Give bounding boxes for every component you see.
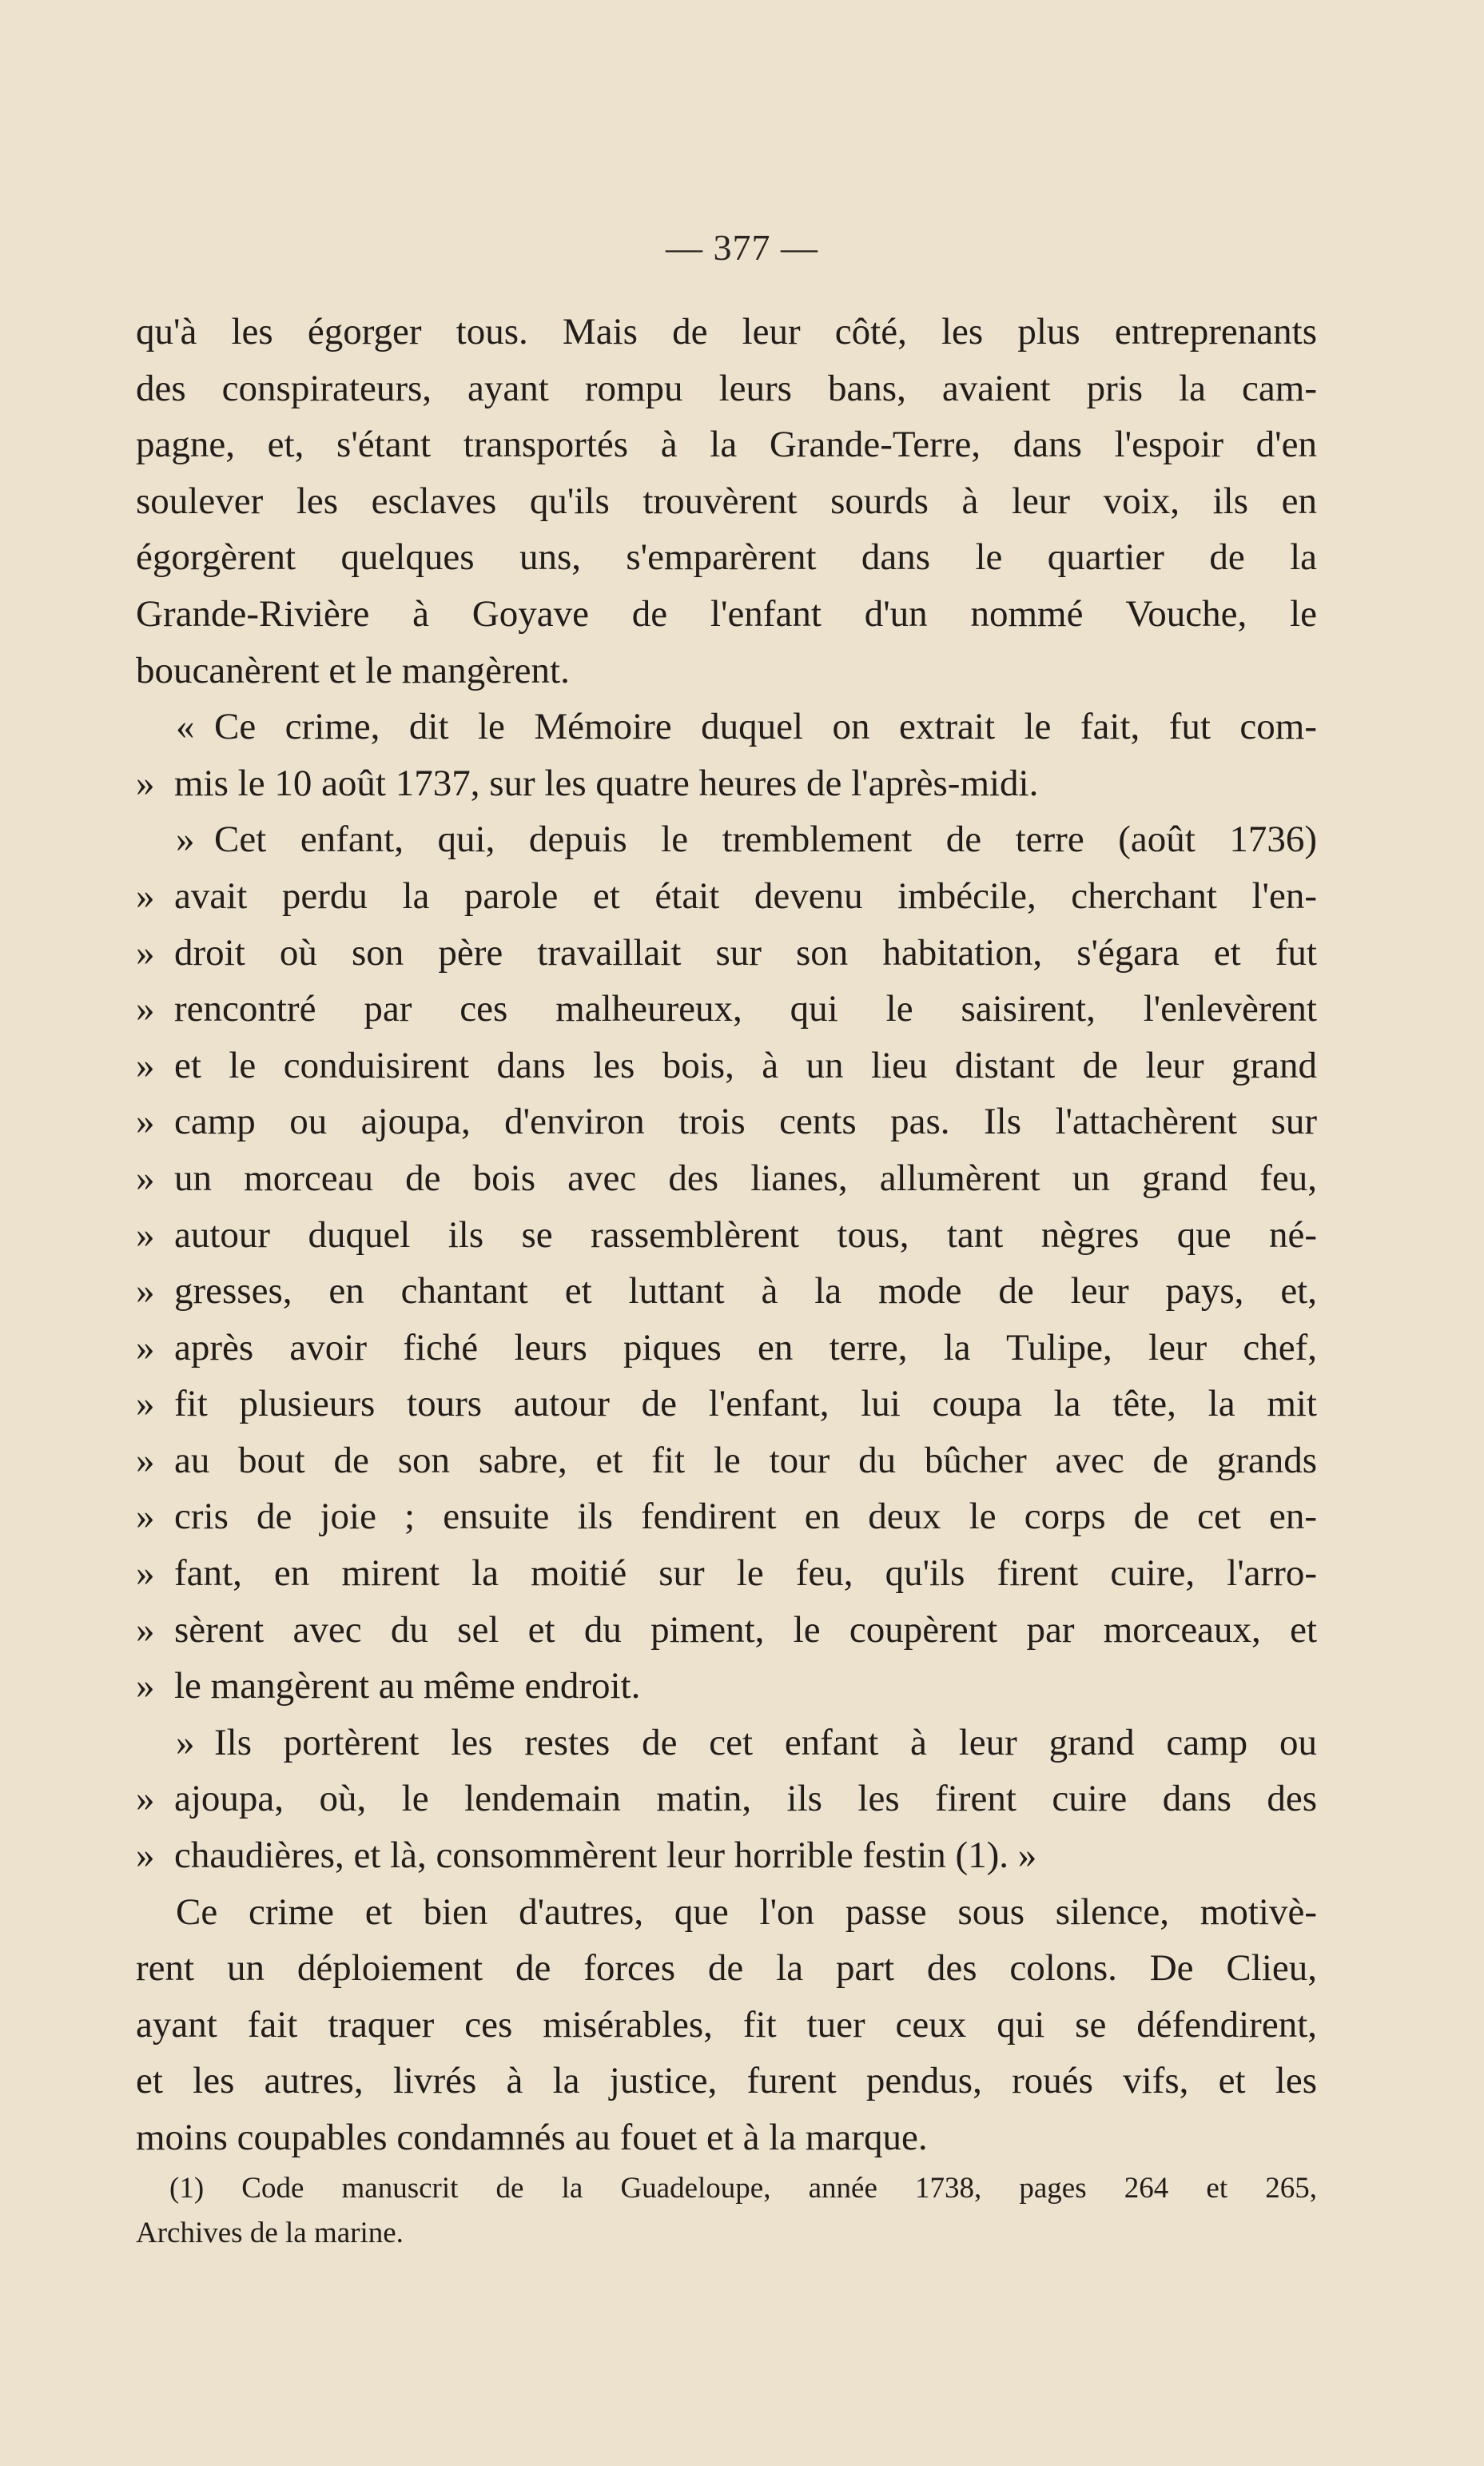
quote-line — [136, 868, 1317, 925]
text-line: soulever les esclaves qu'ils trouvèrent sourds à leur voix, ils en — [136, 480, 1317, 522]
quote-text: camp ou ajoupa, d'environ trois cents pas. Ils l'attachèrent sur — [174, 1101, 1317, 1143]
footnote — [136, 2166, 1317, 2256]
quote-line — [136, 755, 1317, 812]
quote-mark: » — [136, 874, 155, 917]
quote-mark: » — [176, 1721, 195, 1763]
quote-mark: » — [136, 1665, 155, 1707]
quote-line — [136, 1150, 1317, 1207]
quote-mark: » — [136, 1778, 155, 1820]
quote-line — [136, 1827, 1317, 1884]
quote-mark: » — [176, 819, 195, 861]
quote-text: chaudières, et là, consommèrent leur horrible festin (1). » — [174, 1835, 1037, 1877]
quote-line — [136, 1658, 1317, 1715]
quote-text: avait perdu la parole et était devenu imbécile, cherchant l'en- — [174, 874, 1317, 917]
text-line: Grande-Rivière à Goyave de l'enfant d'un nommé Vouche, le — [136, 592, 1317, 635]
quote-text: et le conduisirent dans les bois, à un lieu distant de leur grand — [174, 1044, 1317, 1086]
quote-mark: » — [136, 1552, 155, 1595]
quote-line — [136, 1488, 1317, 1545]
text-line: et les autres, livrés à la justice, furent pendus, roués vifs, et les — [136, 2060, 1317, 2102]
text-line: égorgèrent quelques uns, s'emparèrent dans le quartier de la — [136, 536, 1317, 579]
quote-line — [136, 1376, 1317, 1432]
quote-text: droit où son père travaillait sur son habitation, s'égara et fut — [174, 931, 1317, 974]
quote-mark: » — [136, 1835, 155, 1877]
quote-line — [136, 981, 1317, 1038]
quote-mark: » — [136, 931, 155, 974]
quote-mark: « — [176, 706, 195, 748]
quote-mark: » — [136, 1213, 155, 1256]
quote-mark: » — [136, 1044, 155, 1086]
quote-text: Ce crime, dit le Mémoire duquel on extrait le fait, fut com- — [214, 706, 1317, 748]
quote-mark: » — [136, 1383, 155, 1425]
text-line: rent un déploiement de forces de la part des colons. De Clieu, — [136, 1947, 1317, 1990]
footnote-line: Archives de la marine. — [136, 2217, 404, 2249]
text-line: pagne, et, s'étant transportés à la Grande-Terre, dans l'espoir d'en — [136, 424, 1317, 466]
quote-mark: » — [136, 1439, 155, 1481]
footnote-line: (1) Code manuscrit de la Guadeloupe, année 1738, pages 264 et 265, — [169, 2172, 1317, 2205]
quote-line — [136, 811, 1317, 868]
quote-mark: » — [136, 1157, 155, 1199]
quote-text: rencontré par ces malheureux, qui le saisirent, l'enlevèrent — [174, 988, 1317, 1030]
quote-text: le mangèrent au même endroit. — [174, 1665, 641, 1707]
quote-text: ajoupa, où, le lendemain matin, ils les firent cuire dans des — [174, 1778, 1317, 1820]
quote-mark: » — [136, 762, 155, 804]
quote-line — [136, 1207, 1317, 1264]
text-line: boucanèrent et le mangèrent. — [136, 649, 570, 691]
text-line: Ce crime et bien d'autres, que l'on passe sous silence, motivè- — [176, 1890, 1317, 1933]
quote-line — [136, 1602, 1317, 1659]
quote-mark: » — [136, 1326, 155, 1368]
quote-text: Cet enfant, qui, depuis le tremblement de terre (août 1736) — [214, 819, 1317, 861]
quote-mark: » — [136, 1496, 155, 1538]
quote-line — [136, 925, 1317, 982]
quote-text: gresses, en chantant et luttant à la mode de leur pays, et, — [174, 1270, 1317, 1313]
quote-text: sèrent avec du sel et du piment, le coupèrent par morceaux, et — [174, 1608, 1317, 1651]
body-text — [136, 304, 1317, 2166]
text-line: des conspirateurs, ayant rompu leurs bans, avaient pris la cam- — [136, 367, 1317, 409]
quote-line — [136, 1715, 1317, 1771]
quote-mark: » — [136, 1101, 155, 1143]
quote-line — [136, 1320, 1317, 1376]
text-line: qu'à les égorger tous. Mais de leur côté, les plus entreprenants — [136, 311, 1317, 353]
quote-line — [136, 1432, 1317, 1489]
text-line: ayant fait traquer ces misérables, fit tuer ceux qui se défendirent, — [136, 2003, 1317, 2046]
quote-text: au bout de son sabre, et fit le tour du bûcher avec de grands — [174, 1439, 1317, 1481]
quote-line — [136, 1263, 1317, 1320]
quote-text: fit plusieurs tours autour de l'enfant, lui coupa la tête, la mit — [174, 1383, 1317, 1425]
quote-mark: » — [136, 1270, 155, 1313]
quote-line — [136, 1094, 1317, 1150]
text-line: moins coupables condamnés au fouet et à la marque. — [136, 2117, 928, 2158]
quote-text: fant, en mirent la moitié sur le feu, qu'ils firent cuire, l'arro- — [174, 1552, 1317, 1595]
quote-text: Ils portèrent les restes de cet enfant à leur grand camp ou — [214, 1721, 1317, 1763]
quote-line — [136, 1771, 1317, 1827]
quote-text: un morceau de bois avec des lianes, allumèrent un grand feu, — [174, 1157, 1317, 1199]
quote-text: cris de joie ; ensuite ils fendirent en deux le corps de cet en- — [174, 1496, 1317, 1538]
quote-text: après avoir fiché leurs piques en terre, la Tulipe, leur chef, — [174, 1326, 1317, 1368]
quote-line — [136, 1545, 1317, 1602]
quote-line — [136, 699, 1317, 755]
quote-line — [136, 1038, 1317, 1094]
quote-mark: » — [136, 1608, 155, 1651]
quote-mark: » — [136, 988, 155, 1030]
page-number: — 377 — — [666, 227, 818, 268]
quote-text: mis le 10 août 1737, sur les quatre heures de l'après-midi. — [174, 762, 1039, 804]
quote-text: autour duquel ils se rassemblèrent tous, tant nègres que né- — [174, 1213, 1317, 1256]
